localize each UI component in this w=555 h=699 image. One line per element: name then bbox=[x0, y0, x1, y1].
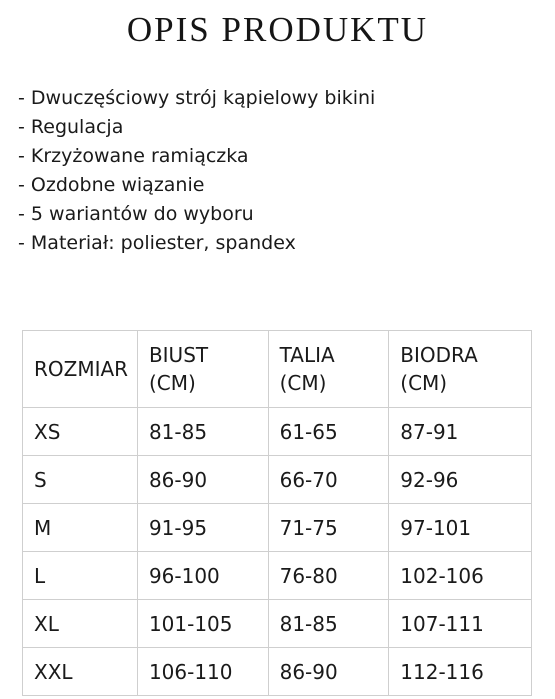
cell-waist: 81-85 bbox=[268, 600, 389, 648]
cell-bust: 86-90 bbox=[137, 456, 268, 504]
table-row bbox=[23, 456, 532, 504]
cell-waist: 71-75 bbox=[268, 504, 389, 552]
table-row bbox=[23, 504, 532, 552]
table-row bbox=[23, 552, 532, 600]
cell-size: XXL bbox=[23, 648, 138, 696]
cell-size: XL bbox=[23, 600, 138, 648]
header-size-label: ROZMIAR bbox=[34, 357, 129, 381]
header-size bbox=[23, 331, 138, 408]
feature-item: - 5 wariantów do wyboru bbox=[18, 200, 375, 229]
cell-waist: 86-90 bbox=[268, 648, 389, 696]
cell-hips: 102-106 bbox=[389, 552, 532, 600]
feature-list bbox=[18, 84, 375, 258]
cell-bust: 96-100 bbox=[137, 552, 268, 600]
table-row bbox=[23, 648, 532, 696]
feature-item: - Regulacja bbox=[18, 113, 375, 142]
page-title: OPIS PRODUKTU bbox=[126, 10, 429, 49]
header-hips bbox=[389, 331, 532, 408]
cell-bust: 91-95 bbox=[137, 504, 268, 552]
header-bust-unit: (CM) bbox=[148, 371, 196, 395]
feature-item: - Ozdobne wiązanie bbox=[18, 171, 375, 200]
table-row bbox=[23, 600, 532, 648]
cell-hips: 112-116 bbox=[389, 648, 532, 696]
header-bust bbox=[137, 331, 268, 408]
size-table bbox=[22, 330, 532, 696]
feature-item: - Krzyżowane ramiączka bbox=[18, 142, 375, 171]
cell-bust: 101-105 bbox=[137, 600, 268, 648]
cell-waist: 76-80 bbox=[268, 552, 389, 600]
feature-item: - Materiał: poliester, spandex bbox=[18, 229, 375, 258]
header-hips-label: BIODRA bbox=[400, 343, 478, 367]
header-bust-label: BIUST bbox=[148, 343, 209, 367]
table-header-row bbox=[23, 331, 532, 408]
cell-hips: 87-91 bbox=[389, 408, 532, 456]
header-hips-unit: (CM) bbox=[400, 371, 448, 395]
feature-item: - Dwuczęściowy strój kąpielowy bikini bbox=[18, 84, 375, 113]
header-waist-label: TALIA bbox=[279, 343, 335, 367]
cell-hips: 97-101 bbox=[389, 504, 532, 552]
cell-size: S bbox=[23, 456, 138, 504]
cell-size: M bbox=[23, 504, 138, 552]
table-row bbox=[23, 408, 532, 456]
cell-hips: 107-111 bbox=[389, 600, 532, 648]
cell-bust: 81-85 bbox=[137, 408, 268, 456]
cell-waist: 61-65 bbox=[268, 408, 389, 456]
cell-size: L bbox=[23, 552, 138, 600]
cell-bust: 106-110 bbox=[137, 648, 268, 696]
cell-hips: 92-96 bbox=[389, 456, 532, 504]
header-waist bbox=[268, 331, 389, 408]
cell-waist: 66-70 bbox=[268, 456, 389, 504]
cell-size: XS bbox=[23, 408, 138, 456]
header-waist-unit: (CM) bbox=[279, 371, 327, 395]
